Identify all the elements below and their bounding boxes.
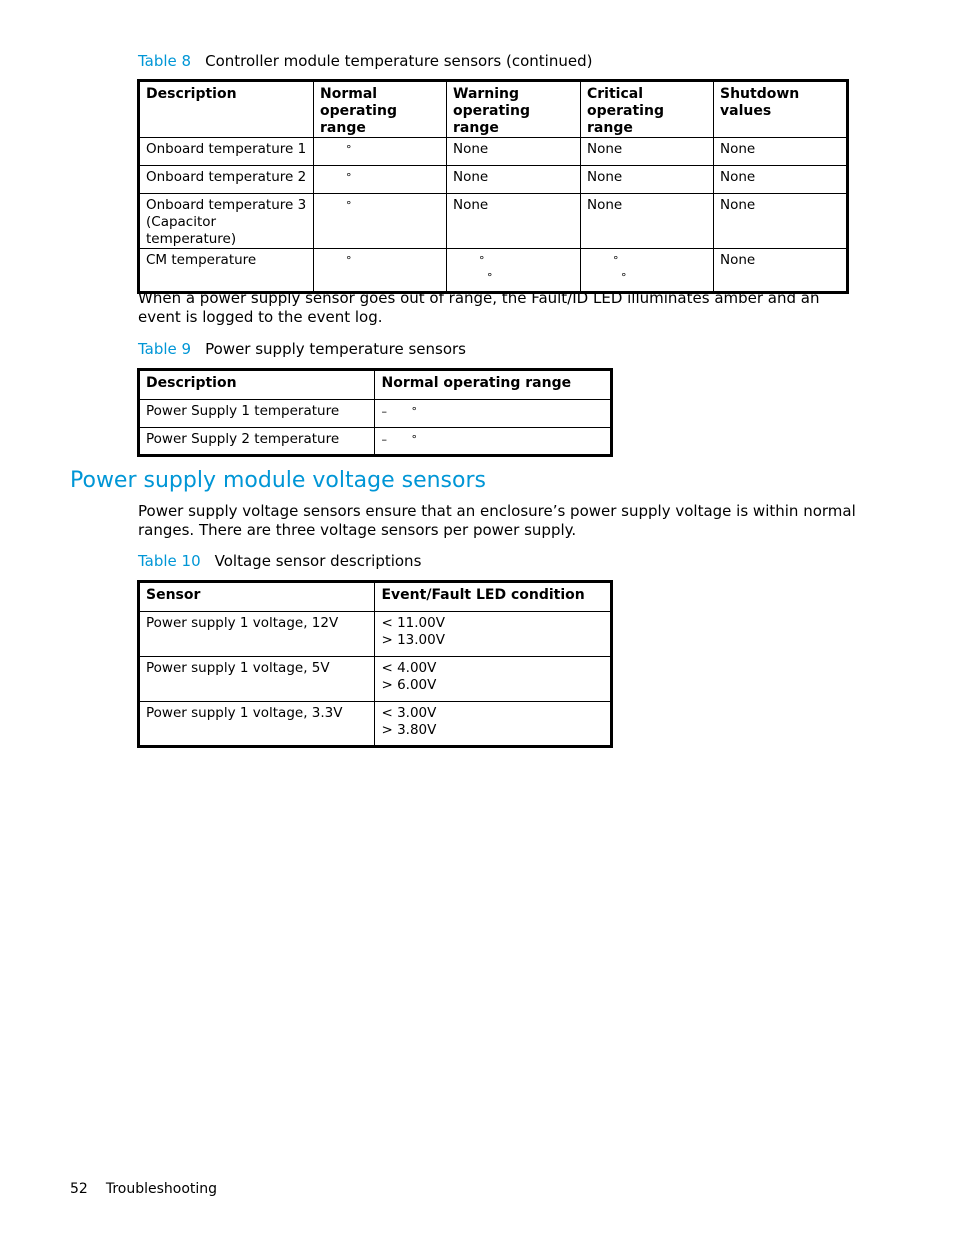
table10-cell [139, 612, 375, 657]
table8 [137, 79, 849, 294]
table8-cell [581, 194, 714, 249]
table9 [137, 368, 613, 457]
table10-body [139, 612, 612, 747]
table8-number: Table 8 [138, 52, 192, 70]
voltage-sensor-paragraph: Power supply voltage sensors ensure that an enclosure’s power supply voltage is within normal ranges. There are three voltage sensors per power supply. [138, 502, 856, 539]
table9-cell [139, 428, 375, 456]
table8-cell-text: ° [613, 254, 619, 267]
table10-cell-text: > 3.80V [381, 722, 437, 738]
table8-cell [714, 249, 848, 293]
table10-cell-text: Power supply 1 voltage, 5V [146, 660, 330, 676]
table8-header-cell: Critical operating range [581, 81, 714, 138]
table8-cell-text: None [720, 252, 756, 268]
table10-cell [375, 657, 612, 702]
table10-cell [375, 612, 612, 657]
table9-cell-text: Power Supply 1 temperature [146, 403, 340, 419]
table9-cell-text: Power Supply 2 temperature [146, 431, 340, 447]
table10-cell-text: > 6.00V [381, 677, 437, 693]
table9-cell [375, 428, 612, 456]
table10-row [139, 612, 612, 657]
table8-cell [139, 194, 314, 249]
table8-cell-text: Onboard temperature 1 [146, 141, 307, 157]
table9-header-row [139, 370, 612, 400]
table8-cell-text: None [720, 169, 756, 185]
table9-body [139, 400, 612, 456]
table8-cell-text: ° [346, 143, 352, 156]
table8-cell-text: None [587, 141, 623, 157]
table9-caption [138, 340, 466, 358]
table8-cell-text: None [720, 197, 756, 213]
table8-row [139, 194, 848, 249]
table8-cell [447, 166, 581, 194]
table8-cell [447, 138, 581, 166]
table8-cell [714, 138, 848, 166]
table9-cell [375, 400, 612, 428]
table8-cell-text: ° [621, 271, 627, 284]
table10-cell [375, 702, 612, 747]
table8-cell-text: ° [346, 199, 352, 212]
table8-cell [314, 166, 447, 194]
table8-cell [139, 138, 314, 166]
footer-section: Troubleshooting [105, 1181, 218, 1197]
table10-caption [138, 552, 421, 570]
table8-header-row [139, 81, 848, 138]
table9-cell [139, 400, 375, 428]
table8-cell [314, 194, 447, 249]
page-footer [70, 1180, 217, 1198]
table10-cell-text: Power supply 1 voltage, 3.3V [146, 705, 343, 721]
power-supply-sensor-paragraph: When a power supply sensor goes out of range, the Fault/ID LED illuminates amber and an event is logged to the event log. [138, 289, 820, 326]
table8-header-cell: Warning operating range [447, 81, 581, 138]
table8-cell [139, 166, 314, 194]
table8-cell-text: Onboard temperature 3 [146, 197, 307, 213]
table8-cell-text: ° [479, 254, 485, 267]
table9-header-cell: Description [139, 370, 375, 400]
table8-header-cell: Description [139, 81, 314, 138]
table8-cell [447, 194, 581, 249]
table8-cell-text: Onboard temperature 2 [146, 169, 307, 185]
table8-cell [581, 166, 714, 194]
table8-row [139, 249, 848, 293]
table10-cell-text: > 13.00V [381, 632, 445, 648]
table10-caption-text: Voltage sensor descriptions [214, 552, 422, 570]
table8-caption-text: Controller module temperature sensors (continued) [205, 52, 593, 70]
table10-row [139, 657, 612, 702]
table9-caption-text: Power supply temperature sensors [205, 340, 466, 358]
section-heading: Power supply module voltage sensors [70, 468, 486, 493]
table10-cell-text: < 11.00V [381, 615, 445, 631]
table8-cell-text: ° [346, 254, 352, 267]
table8-row [139, 166, 848, 194]
table8-cell [714, 194, 848, 249]
table8-cell [314, 249, 447, 293]
table8-row [139, 138, 848, 166]
table9-cell-text: – ° [381, 405, 417, 418]
table8-header-cell: Shutdown values [714, 81, 848, 138]
table8-header-cell: Normal operating range [314, 81, 447, 138]
table9-header-cell: Normal operating range [375, 370, 612, 400]
table8-cell-text: CM temperature [146, 252, 257, 268]
table8-cell [581, 138, 714, 166]
table10-cell-text: Power supply 1 voltage, 12V [146, 615, 339, 631]
table9-row [139, 400, 612, 428]
table8-cell-text: None [587, 169, 623, 185]
table10-header-cell: Sensor [139, 582, 375, 612]
table9-number: Table 9 [138, 340, 192, 358]
table10-header-cell: Event/Fault LED condition [375, 582, 612, 612]
table8-cell-text: None [720, 141, 756, 157]
table8-cell-text: ° [346, 171, 352, 184]
table10-header-row [139, 582, 612, 612]
table8-cell-text: None [453, 141, 489, 157]
table9-cell-text: – ° [381, 433, 417, 446]
table8-cell-text: None [453, 197, 489, 213]
table10-number: Table 10 [138, 552, 201, 570]
table8-caption [138, 52, 592, 70]
table10-cell-text: < 3.00V [381, 705, 437, 721]
table9-row [139, 428, 612, 456]
page-number: 52 [70, 1181, 88, 1197]
table8-cell-text: (Capacitor temperature) [146, 214, 237, 247]
table8-cell [314, 138, 447, 166]
table10-row [139, 702, 612, 747]
table8-cell [581, 249, 714, 293]
table8-cell-text: None [453, 169, 489, 185]
table10 [137, 580, 613, 748]
table10-cell-text: < 4.00V [381, 660, 437, 676]
table8-cell [714, 166, 848, 194]
table10-cell [139, 702, 375, 747]
table8-cell-text: ° [487, 271, 493, 284]
table8-body [139, 138, 848, 293]
table8-cell [447, 249, 581, 293]
table8-cell-text: None [587, 197, 623, 213]
table8-cell [139, 249, 314, 293]
table10-cell [139, 657, 375, 702]
